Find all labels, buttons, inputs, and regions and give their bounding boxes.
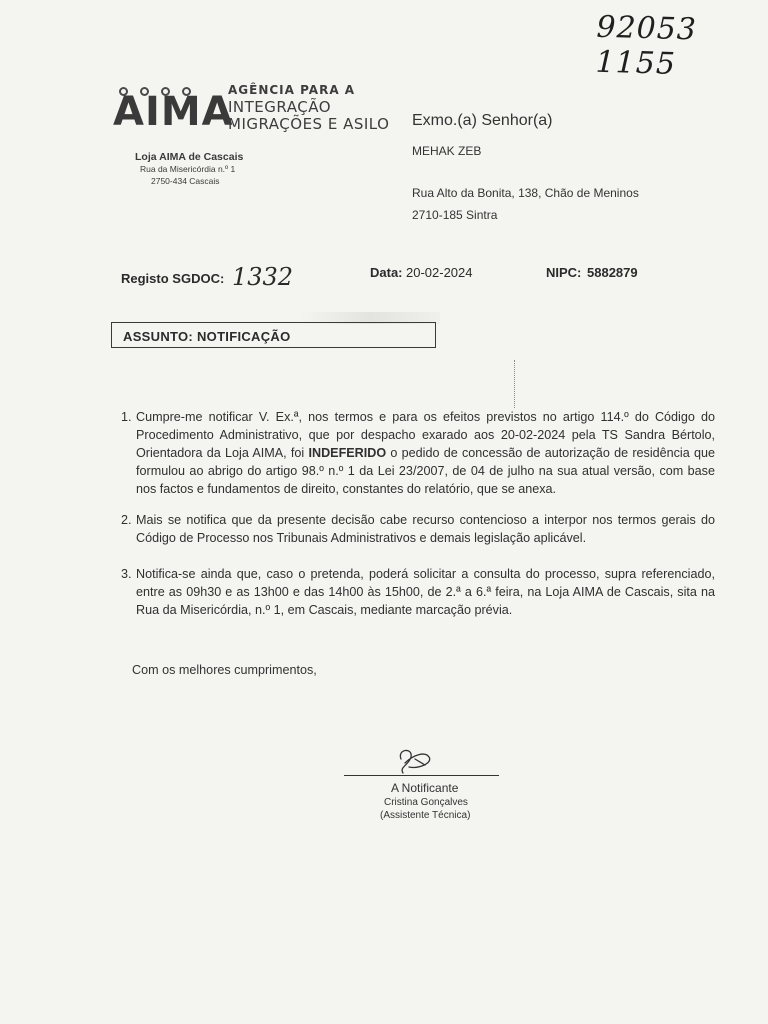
- sgdoc-value: 1332: [232, 263, 294, 291]
- recipient-street: Rua Alto da Bonita, 138, Chão de Meninos: [412, 186, 639, 200]
- office-address-line-1: Rua da Misericórdia n.º 1: [140, 164, 236, 174]
- issuing-office: [135, 151, 243, 187]
- office-name: Loja AIMA de Cascais: [135, 151, 244, 163]
- logo-line-2: INTEGRAÇÃO: [228, 98, 331, 116]
- paragraph-text-after: o pedido de concessão de autorização de residência que formulou ao abrigo do artigo 98.º n.º 1 da Lei 23/2007, de 04 de julho na sua atual versão, com base nos factos e fundamentos de direito, constantes do relatório, que se anexa.: [136, 446, 715, 496]
- logo-line-1: AGÊNCIA PARA A: [228, 83, 356, 97]
- paragraph-number: 2.: [121, 513, 132, 527]
- reference-row: [0, 265, 768, 295]
- subject-title: ASSUNTO: NOTIFICAÇÃO: [123, 329, 291, 344]
- handwritten-signature: [395, 745, 435, 777]
- paragraph-3: [121, 565, 715, 619]
- paragraph-number: 3.: [121, 567, 132, 581]
- paragraph-text-before: Cumpre-me notificar V. Ex.ª, nos termos e para os efeitos previstos no artigo 114.º do Código do Procedimento Administrativo, que por despacho exarado aos 20-02-2024 pela TS Sandra Bértolo, Orientadora da Loja AIMA, foi: [136, 410, 715, 460]
- recipient-block: [412, 112, 639, 222]
- decision-emphasis: INDEFERIDO: [308, 446, 387, 460]
- paragraph-body: Mais se notifica que da presente decisão cabe recurso contencioso a interpor nos termos gerais do Código de Processo nos Tribunais Administrativos e demais legislação aplicável.: [136, 513, 715, 545]
- date-label: Data:: [370, 265, 403, 280]
- nipc-label: NIPC:: [546, 265, 582, 280]
- date-value: 20-02-2024: [406, 265, 473, 280]
- signer-role: A Notificante: [391, 781, 459, 795]
- recipient-city: 2710-185 Sintra: [412, 208, 498, 222]
- closing-greeting: Com os melhores cumprimentos,: [132, 663, 317, 677]
- paragraph-body: [136, 408, 715, 498]
- aima-logo: [113, 80, 413, 140]
- logo-agency-name: [228, 82, 389, 133]
- signer-title: (Assistente Técnica): [380, 810, 471, 821]
- signature-line: [344, 775, 499, 776]
- signer-name: Cristina Gonçalves: [384, 797, 468, 808]
- paragraph-body: Notifica-se ainda que, caso o pretenda, poderá solicitar a consulta do processo, supra referenciado, entre as 09h30 e as 13h00 e das 14h00 às 15h00, de 2.ª a 6.ª feira, na Loja AIMA de Cascais, sita na Rua da Misericórdia, n.º 1, em Cascais, mediante marcação prévia.: [136, 567, 715, 617]
- paragraph-number: 1.: [121, 410, 132, 424]
- handwritten-reference-number: 92053 1155: [595, 9, 698, 82]
- nipc-value: 5882879: [587, 265, 638, 280]
- logo-mark: AIMA: [113, 89, 234, 135]
- signature-block: [340, 740, 510, 830]
- recipient-salutation: Exmo.(a) Senhor(a): [412, 112, 553, 129]
- margin-mark: [514, 360, 515, 408]
- sgdoc-label: Registo SGDOC:: [121, 271, 225, 286]
- office-address-line-2: 2750-434 Cascais: [151, 176, 220, 186]
- paragraph-2: [121, 511, 715, 547]
- recipient-name: MEHAK ZEB: [412, 144, 482, 158]
- subject-box: [111, 322, 436, 348]
- paragraph-1: [121, 408, 715, 498]
- logo-line-3: MIGRAÇÕES E ASILO: [228, 115, 390, 133]
